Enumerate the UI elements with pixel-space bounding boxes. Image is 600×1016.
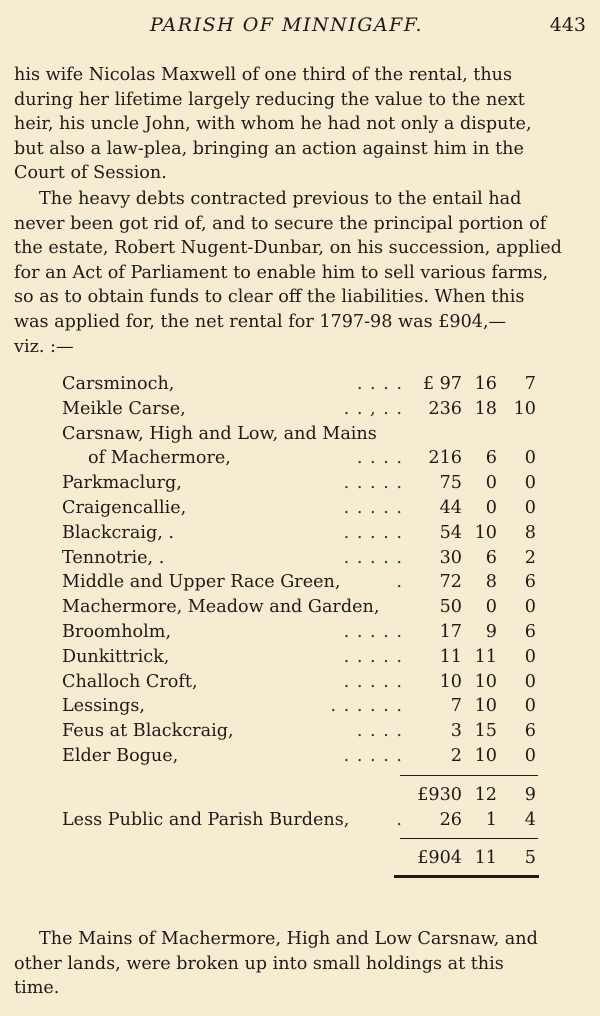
shillings-value: 8 — [485, 572, 497, 593]
pence-value: 7 — [524, 374, 536, 394]
pounds-value: 50 — [439, 597, 462, 618]
pounds-value: 30 — [439, 547, 462, 568]
pounds-value: 26 — [439, 809, 462, 830]
paragraph-holdings — [14, 927, 586, 1001]
shillings-value: 11 — [474, 848, 497, 869]
farm-name: Meikle Carse, — [62, 398, 186, 419]
subtotal-row — [0, 783, 600, 808]
leader-dots: . . . . . — [343, 646, 403, 667]
rental-row — [0, 496, 600, 521]
text-line: was applied for, the net rental for 1797-98 was £904,— — [14, 311, 507, 332]
pounds-value: 216 — [428, 448, 462, 469]
shillings-value: 6 — [485, 547, 497, 568]
rental-row — [0, 546, 600, 571]
pence-value: 2 — [524, 547, 536, 568]
shillings-value: 16 — [474, 374, 497, 394]
shillings-value: 0 — [485, 597, 497, 618]
shillings-value: 0 — [485, 497, 497, 518]
pence-value: 4 — [524, 809, 536, 830]
pence-value: 8 — [524, 522, 536, 543]
rental-row — [0, 595, 600, 620]
pence-value: 9 — [524, 784, 536, 805]
less-burdens-row — [0, 808, 600, 833]
text-line: but also a law-plea, bringing an action against him in the — [14, 138, 524, 159]
leader-dots: . . . . . — [343, 547, 403, 568]
total-double-rule — [394, 875, 539, 878]
rule-spacer — [0, 832, 600, 846]
pence-value: 0 — [524, 497, 536, 518]
shillings-value: 12 — [474, 784, 497, 805]
running-title: PARISH OF MINNIGAFF. — [150, 14, 424, 36]
pence-value: 0 — [524, 646, 536, 667]
farm-name: Elder Bogue, — [62, 745, 179, 766]
shillings-value: 9 — [485, 621, 497, 642]
shillings-value: 1 — [485, 809, 497, 830]
farm-name: Dunkittrick, — [62, 646, 170, 667]
leader-dots: . . . . . . — [330, 696, 403, 717]
farm-name: Feus at Blackcraig, — [62, 721, 234, 742]
pounds-value: 7 — [450, 696, 462, 717]
pence-value: 0 — [524, 671, 536, 692]
pence-value: 0 — [524, 597, 536, 618]
pence-value: 10 — [513, 398, 536, 419]
farm-name: Broomholm, — [62, 621, 172, 642]
pence-value: 6 — [524, 721, 536, 742]
shillings-value: 11 — [474, 646, 497, 667]
pounds-value: 17 — [439, 621, 462, 642]
pence-value: 0 — [524, 448, 536, 469]
pounds-value: £ 97 — [422, 374, 462, 394]
pounds-value: £930 — [417, 784, 462, 805]
leader-dots: . . . . — [356, 374, 403, 394]
rental-row — [0, 645, 600, 670]
pounds-value: £904 — [417, 848, 462, 869]
rental-row — [0, 694, 600, 719]
shillings-value: 10 — [474, 745, 497, 766]
farm-name: of Machermore, — [88, 448, 231, 469]
pounds-value: 3 — [450, 721, 462, 742]
farm-name: Lessings, — [62, 696, 145, 717]
rental-row — [0, 471, 600, 496]
paragraph-debts — [14, 187, 586, 359]
rental-row — [0, 397, 600, 422]
text-line: his wife Nicolas Maxwell of one third of the rental, thus — [14, 65, 513, 85]
shillings-value: 10 — [474, 522, 497, 543]
text-line: The heavy debts contracted previous to the entail had — [39, 189, 522, 209]
shillings-value: 15 — [474, 721, 497, 742]
shillings-value: 0 — [485, 473, 497, 494]
pounds-value: 44 — [439, 497, 462, 518]
rental-row — [0, 446, 600, 471]
pounds-value: 75 — [439, 473, 462, 494]
shillings-value: 10 — [474, 671, 497, 692]
rental-row — [0, 570, 600, 595]
farm-name: Challoch Croft, — [62, 671, 198, 692]
farm-name: Blackcraig, . — [62, 522, 174, 543]
text-line: heir, his uncle John, with whom he had not only a dispute, — [14, 114, 532, 135]
paragraph-continuation — [14, 63, 586, 186]
text-line: never been got rid of, and to secure the principal portion of — [14, 213, 547, 234]
rental-row — [0, 719, 600, 744]
pounds-value: 72 — [439, 572, 462, 593]
pounds-value: 10 — [439, 671, 462, 692]
farm-name: Tennotrie, . — [62, 547, 165, 568]
leader-dots: . . . . . — [343, 621, 403, 642]
pence-value: 5 — [524, 848, 536, 869]
farm-name: Machermore, Meadow and Garden, — [62, 597, 380, 618]
text-line: other lands, were broken up into small holdings at this — [14, 953, 504, 974]
leader-dots: . . . . . — [343, 745, 403, 766]
text-line: the estate, Robert Nugent-Dunbar, on his succession, applied — [14, 238, 562, 259]
pence-value: 0 — [524, 473, 536, 494]
pence-value: 6 — [524, 621, 536, 642]
text-line: The Mains of Machermore, High and Low Carsnaw, and — [39, 929, 538, 949]
pounds-value: 2 — [450, 745, 462, 766]
rental-rows — [0, 372, 600, 883]
farm-name: Parkmaclurg, — [62, 473, 182, 494]
rental-row — [0, 620, 600, 645]
leader-dots: . . . . — [356, 448, 403, 469]
rental-row — [0, 521, 600, 546]
shillings-value: 18 — [474, 398, 497, 419]
rental-row — [0, 670, 600, 695]
leader-dots: . . . . — [356, 721, 403, 742]
leader-dots: . . . . . — [343, 671, 403, 692]
pounds-value: 236 — [428, 398, 462, 419]
farm-name: Carsminoch, — [62, 374, 175, 394]
shillings-value: 6 — [485, 448, 497, 469]
page-number: 443 — [549, 14, 586, 36]
shillings-value: 10 — [474, 696, 497, 717]
text-line: viz. :— — [14, 336, 74, 357]
text-line: so as to obtain funds to clear off the liabilities. When this — [14, 287, 525, 308]
leader-dots: . . . . . — [343, 473, 403, 494]
rental-table — [0, 372, 600, 883]
leader-dots: . . . . . — [343, 522, 403, 543]
pence-value: 0 — [524, 745, 536, 766]
pounds-value: 54 — [439, 522, 462, 543]
total-row — [0, 846, 600, 871]
leader-dots: . . . . . — [343, 497, 403, 518]
farm-name: Carsnaw, High and Low, and Mains — [62, 423, 377, 444]
sum-rule — [400, 838, 538, 839]
farm-name: Middle and Upper Race Green, — [62, 572, 341, 593]
text-line: for an Act of Parliament to enable him to sell various farms, — [14, 262, 549, 283]
text-line: time. — [14, 978, 60, 999]
pounds-value: 11 — [439, 646, 462, 667]
rental-row — [0, 744, 600, 769]
pence-value: 0 — [524, 696, 536, 717]
rule-spacer — [0, 769, 600, 783]
text-line: Court of Session. — [14, 163, 167, 184]
running-head — [150, 14, 586, 44]
pence-value: 6 — [524, 572, 536, 593]
farm-name: Less Public and Parish Burdens, — [62, 809, 350, 830]
leader-dots: . . , . . — [343, 398, 403, 419]
sum-rule — [400, 775, 538, 776]
rule-spacer — [0, 871, 600, 883]
text-line: during her lifetime largely reducing the value to the next — [14, 89, 525, 110]
leader-dots: . — [396, 809, 403, 830]
farm-name: Craigencallie, — [62, 497, 187, 518]
rental-row — [0, 422, 600, 447]
rental-row — [0, 372, 600, 397]
leader-dots: . — [396, 572, 403, 593]
